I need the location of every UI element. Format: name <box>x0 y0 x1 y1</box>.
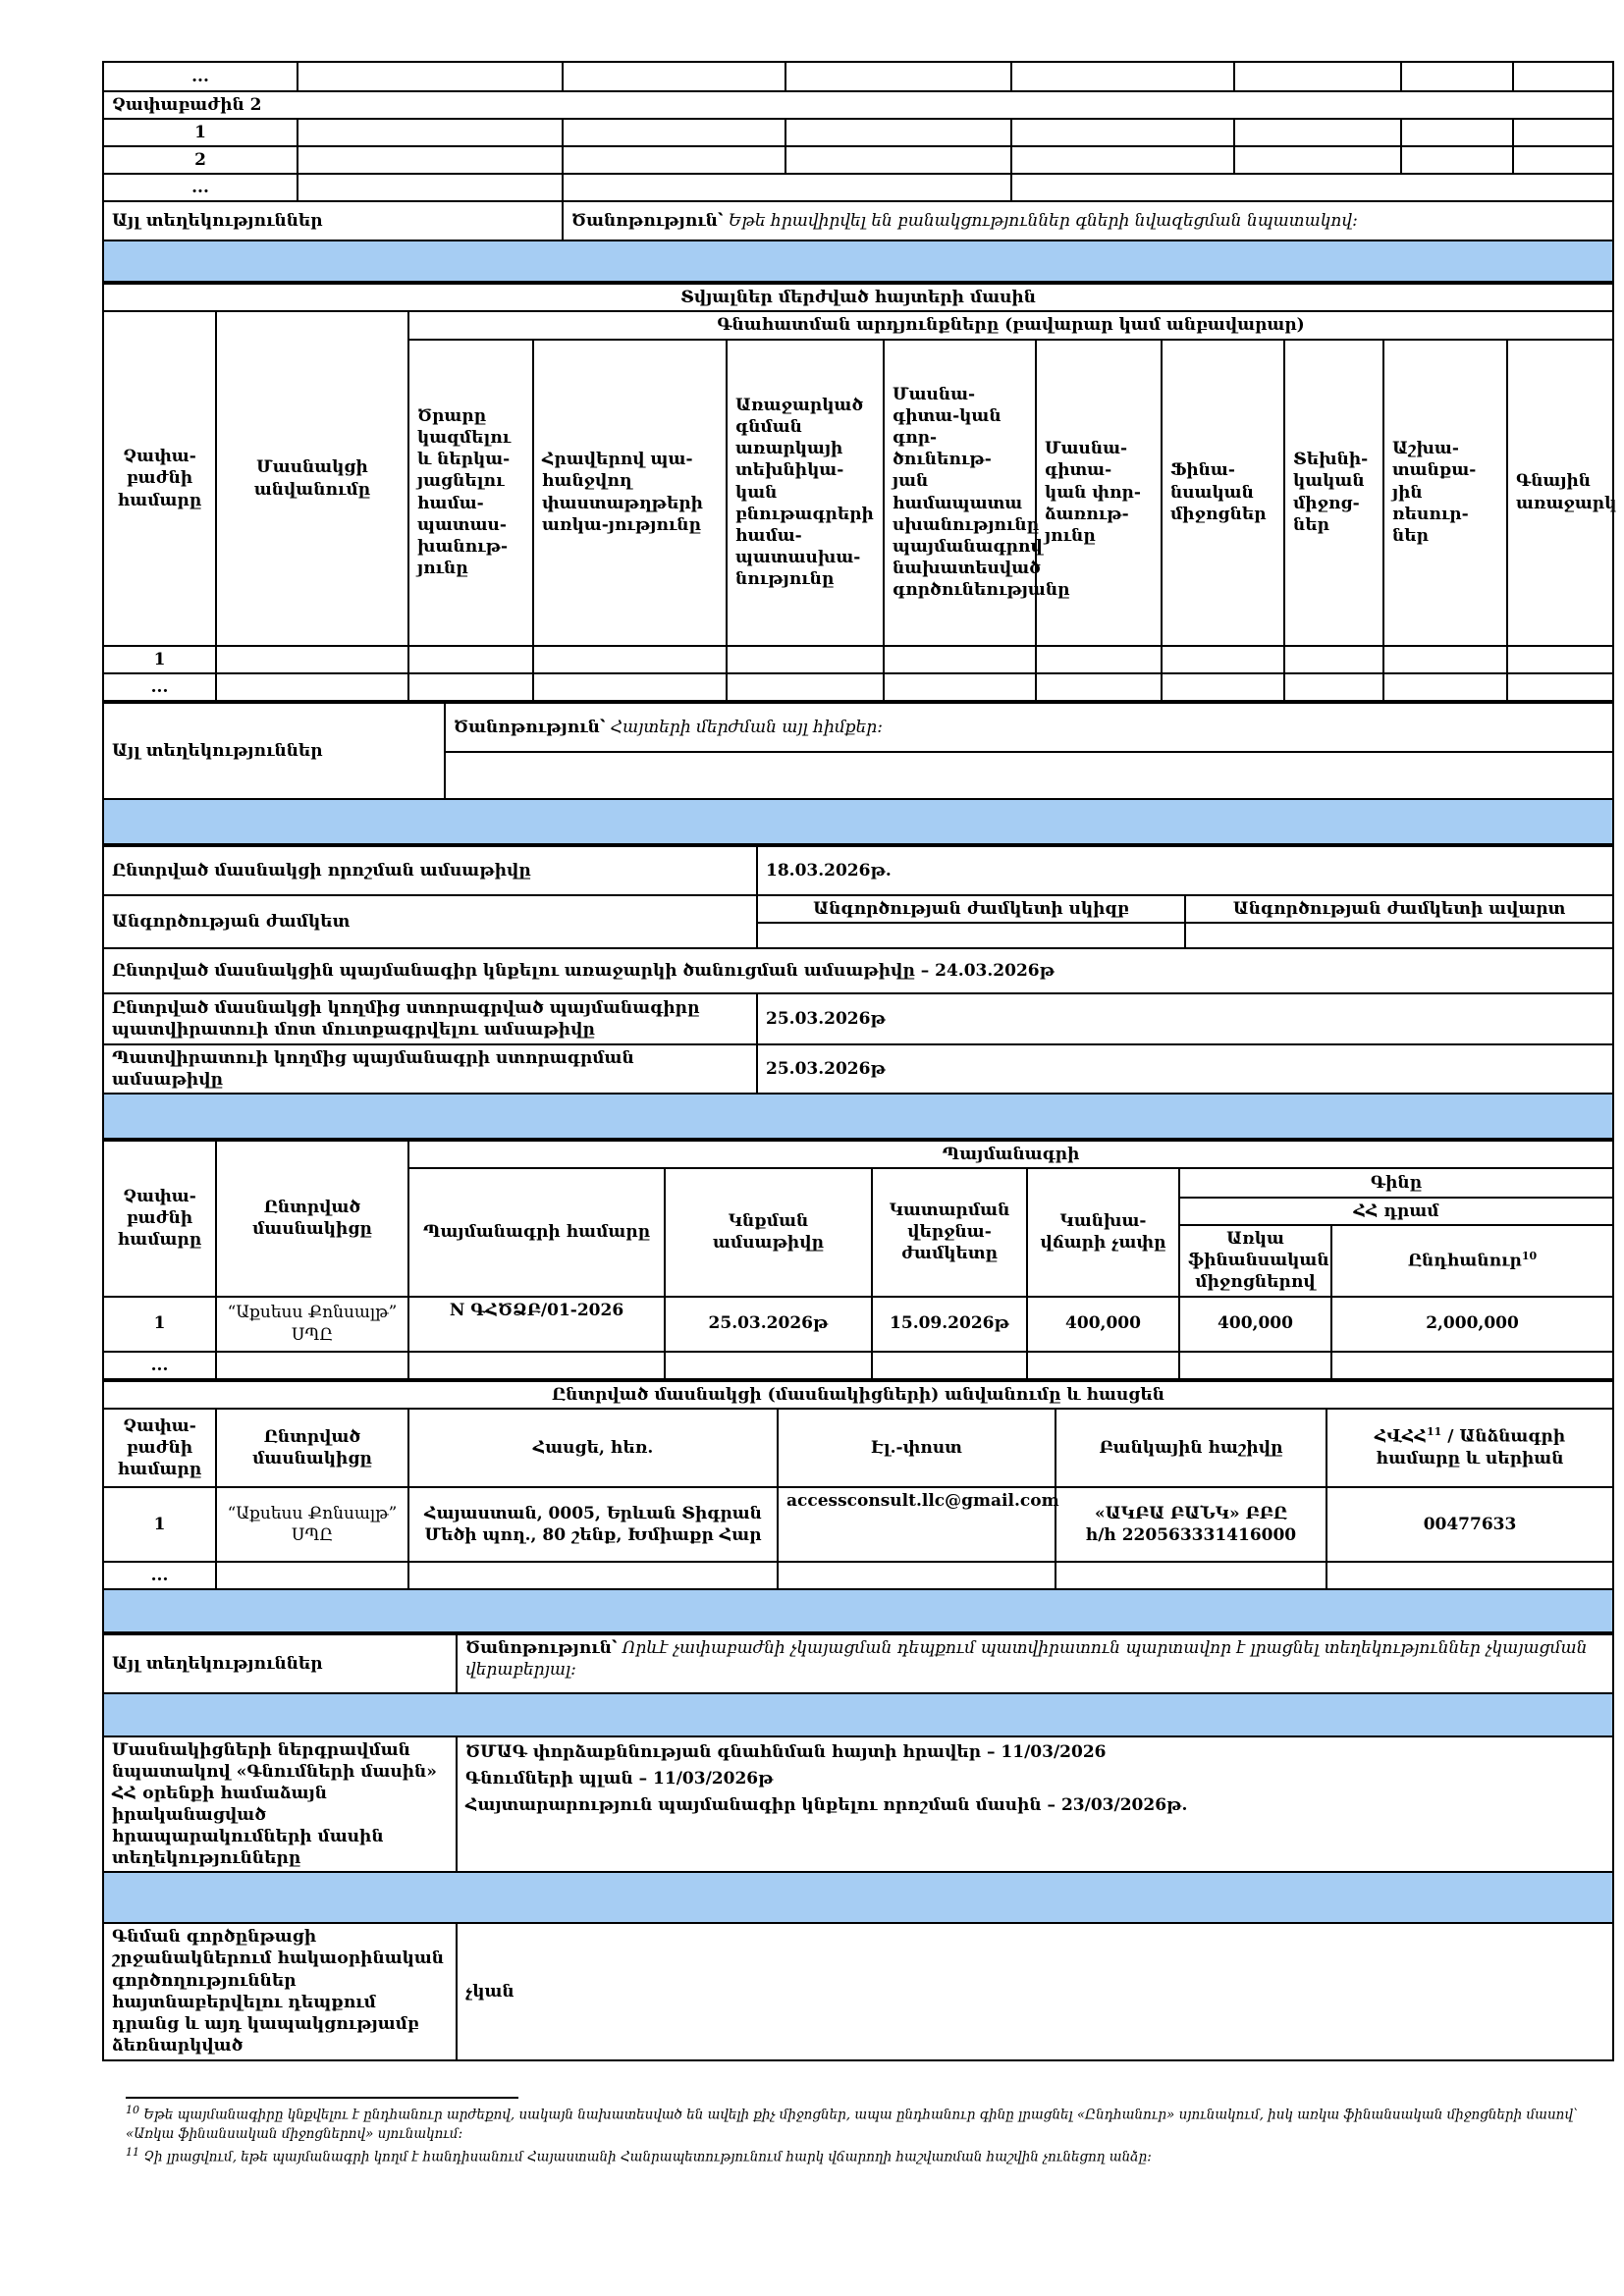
table-row <box>103 1352 1613 1379</box>
contract-deadline: 15.09.2026թ <box>872 1297 1027 1352</box>
footnote-text: Եթե պայմանագիրը կնքվելու է ընդհանուր արժեքով, սակայն նախատեսված են ավելի քիչ միջոցներ, ապա ընդհանուր գինը լրացնել «Ընդհանուր» սյունակում, իսկ առկա ֆինանսական միջոցների մասով՝ «Առկա ֆինանսական միջոցներով» սյունակում: <box>126 2107 1578 2143</box>
dots-cell: ... <box>103 1562 216 1589</box>
footnote-11 <box>126 2145 1608 2167</box>
participant-address-table <box>102 1380 1614 1633</box>
table-row <box>103 1044 1613 1094</box>
rejected-title: Տվյալներ մերժված հայտերի մասին <box>103 284 1613 311</box>
table-row <box>103 646 1613 673</box>
criterion-professional-activity: Մասնա-գիտա-կան գոր-ծունեութ-յան համապատա սխանությունը պայմանագրով նախատեսված գործունեությանը <box>884 340 1036 646</box>
involvement-line: ԾՄԱԳ փորձաքննության գնահնման հայտի հրավեր – 11/03/2026 <box>465 1741 1107 1762</box>
separator-band <box>103 1693 1613 1736</box>
contract-participant: “Աքսեսս Քոնսալթ” ՍՊԸ <box>216 1297 408 1352</box>
separator-band <box>103 1094 1613 1139</box>
tax-id: 00477633 <box>1326 1487 1613 1562</box>
col-total <box>1331 1225 1613 1296</box>
col-deadline: Կատարման վերջնա-ժամկետը <box>872 1168 1027 1296</box>
amd-header: ՀՀ դրամ <box>1179 1198 1613 1225</box>
bank-cell <box>1056 1487 1326 1562</box>
rejected-other-info <box>102 702 1614 845</box>
address-participant: “Աքսեսս Քոնսալթ” ՍՊԸ <box>216 1487 408 1562</box>
contract-header: Պայմանագրի <box>408 1141 1613 1168</box>
dots-cell: ... <box>103 174 298 201</box>
table-row <box>103 1562 1613 1589</box>
customer-signed-label: Պատվիրատուի կողմից պայմանագրի ստորագրման ամսաթիվը <box>103 1044 757 1094</box>
other-info-label: Այլ տեղեկություններ <box>103 1634 457 1693</box>
violations-label: Գնման գործընթացի շրջանակներում հակաօրինական գործողություններ հայտնաբերվելու դեպքում դրանց և այդ կապակցությամբ ձեռնարկված <box>103 1923 457 2060</box>
participant-signed-label: Ընտրված մասնակցի կողմից ստորագրված պայմանագիրը պատվիրատուի մոտ մուտքագրվելու ամսաթիվը <box>103 993 757 1044</box>
standstill-start-label: Անգործության ժամկետի սկիզբ <box>757 895 1185 923</box>
table-row <box>103 284 1613 311</box>
criterion-technical: Տեխնի-կական միջոց-ներ <box>1284 340 1383 646</box>
table-row <box>103 62 1613 91</box>
involvement-label: Մասնակիցների ներգրավման նպատակով «Գնումների մասին» ՀՀ օրենքի համաձայն իրականացված հրապարակումների մասին տեղեկությունները <box>103 1736 457 1873</box>
criterion-technical-specs: Առաջարկած գնման առարկայի տեխնիկա-կան բնութագրերի համա-պատասխա-նությունը <box>727 340 884 646</box>
table-row <box>103 1487 1613 1562</box>
involvement-line: Գնումների պլան – 11/03/2026թ <box>465 1768 774 1789</box>
contract-table <box>102 1140 1614 1380</box>
criterion-envelope: Ծրարը կազմելու և ներկա-յացնելու համա-պատաս-խանութ-յունը <box>408 340 533 646</box>
criteria-header: Գնահատման արդյունքները (բավարար կամ անբավարար) <box>408 311 1613 339</box>
separator-band <box>103 799 1613 844</box>
separator-band <box>103 240 1613 282</box>
footnote-ref: 11 <box>1426 1425 1442 1439</box>
table-row <box>103 1634 1613 1693</box>
table-row <box>103 1381 1613 1409</box>
address-title: Ընտրված մասնակցի (մասնակիցների) անվանումը և հասցեն <box>103 1381 1613 1409</box>
contract-number: N ԳՀԾՁԲ/01-2026 <box>408 1297 665 1352</box>
decision-date-value: 18.03.2026թ. <box>757 846 1613 895</box>
criterion-experience: Մասնա-գիտա-կան փոր-ձառութ-յունը <box>1036 340 1162 646</box>
customer-signed-value: 25.03.2026թ <box>757 1044 1613 1094</box>
table-row <box>103 1736 1613 1873</box>
col-selected: Ընտրված մասնակիցը <box>216 1141 408 1296</box>
separator-band <box>103 1872 1613 1923</box>
contract-total: 2,000,000 <box>1331 1297 1613 1352</box>
table-row <box>103 1297 1613 1352</box>
involvement-line: Հայտարարություն պայմանագիր կնքելու որոշման մասին – 23/03/2026թ. <box>465 1795 1188 1816</box>
bank-account: h/h 220563331416000 <box>1085 1524 1297 1545</box>
criterion-labour: Աշխա-տանքա-յին ռեսուր-ներ <box>1383 340 1507 646</box>
footnotes <box>126 2103 1608 2167</box>
footnote-10 <box>126 2103 1608 2145</box>
col-sign-date: Կնքման ամսաթիվը <box>665 1168 872 1296</box>
footnote-text: Չի լրացվում, եթե պայմանագրի կողմ է հանդիսանում Հայաստանի Հանրապետությունում հարկ վճարողի հաշվառման հաշվին չունեցող անձը: <box>143 2149 1152 2165</box>
standstill-label: Անգործության ժամկետ <box>103 895 757 948</box>
footnote-number: 10 <box>126 2104 139 2116</box>
col-prepay: Կանխա-վճարի չափը <box>1027 1168 1179 1296</box>
table-row <box>103 1141 1613 1168</box>
table-row <box>103 311 1613 339</box>
standstill-end-label: Անգործության ժամկետի ավարտ <box>1185 895 1613 923</box>
row-number: 2 <box>103 146 298 174</box>
footnote-ref: 10 <box>1521 1249 1538 1262</box>
table-row <box>103 703 1613 752</box>
note-cell <box>457 1634 1613 1693</box>
other-info-label: Այլ տեղեկություններ <box>103 201 563 240</box>
col-tax-label: ՀՎՀՀ <box>1374 1426 1427 1447</box>
note-label: Ծանոթություն՝ <box>454 717 606 737</box>
contract-date: 25.03.2026թ <box>665 1297 872 1352</box>
dots-cell: ... <box>103 62 298 91</box>
decision-date-label: Ընտրված մասնակցի որոշման ամսաթիվը <box>103 846 757 895</box>
table-row <box>103 993 1613 1044</box>
col-lot: Չափա-բաժնի համարը <box>103 1141 216 1296</box>
col-available-funds: Առկա ֆինանսական միջոցներով <box>1179 1225 1331 1296</box>
col-address: Հասցե, հեռ. <box>408 1409 778 1487</box>
contract-prepay: 400,000 <box>1027 1297 1179 1352</box>
note-text: Եթե հրավիրվել են բանակցություններ գների նվազեցման նպատակով: <box>728 211 1358 232</box>
involvement-value <box>457 1736 1613 1873</box>
address-lot: 1 <box>103 1487 216 1562</box>
note-cell <box>445 703 1613 752</box>
contract-available: 400,000 <box>1179 1297 1331 1352</box>
other-info-label: Այլ տեղեկություններ <box>103 703 445 799</box>
document-page <box>102 61 1617 2061</box>
participant-signed-value: 25.03.2026թ <box>757 993 1613 1044</box>
table-row <box>103 673 1613 701</box>
footnote-divider <box>126 2097 518 2099</box>
row-number: 1 <box>103 119 298 146</box>
table-row <box>103 948 1613 993</box>
table-row <box>103 146 1613 174</box>
col-contract-number: Պայմանագրի համարը <box>408 1168 665 1296</box>
criterion-price: Գնային առաջարկ <box>1507 340 1613 646</box>
address-value: Հայաստան, 0005, Երևան Տիգրան Մեծի պող., 80 շենք, Խմիաքր Հար <box>408 1487 778 1562</box>
bottom-info-table <box>102 1633 1614 2062</box>
dates-table <box>102 845 1614 1140</box>
row-number: 1 <box>103 646 216 673</box>
col-bank: Բանկային հաշիվը <box>1056 1409 1326 1487</box>
rejected-bids-table <box>102 283 1617 701</box>
criterion-documents: Հրավերով պա-հանջվող փաստաթղթերի առկա-յությունը <box>533 340 727 646</box>
bank-name: «ԱԿԲԱ ԲԱՆԿ» ԲԲԸ <box>1095 1503 1287 1523</box>
col-tax-label-rest: / Անձնագրի համարը և սերիան <box>1376 1426 1566 1469</box>
footnote-number: 11 <box>126 2145 139 2159</box>
table-row <box>103 174 1613 201</box>
table-row <box>103 895 1613 923</box>
email-value[interactable]: accessconsult.llc@gmail.com <box>778 1487 1056 1562</box>
lot2-label: Չափաբաժին 2 <box>103 91 1613 119</box>
table-row <box>103 119 1613 146</box>
col-lot: Չափա-բաժնի համարը <box>103 1409 216 1487</box>
notice-date: Ընտրված մասնակցին պայմանագիր կնքելու առաջարկի ծանուցման ամսաթիվը – 24.03.2026թ <box>103 948 1613 993</box>
note-text: Հայտերի մերժման այլ հիմքեր: <box>610 717 883 737</box>
col-lot: Չափա-բաժնի համարը <box>103 311 216 645</box>
dots-cell: ... <box>103 1352 216 1379</box>
col-participant: Մասնակցի անվանումը <box>216 311 408 645</box>
criterion-financial: Ֆինա-նսական միջոցներ <box>1162 340 1284 646</box>
note-label: Ծանոթություն՝ <box>465 1637 618 1658</box>
note-cell <box>563 201 1613 240</box>
note-label: Ծանոթություն՝ <box>571 211 724 232</box>
col-email: Էլ.-փոստ <box>778 1409 1056 1487</box>
table-row <box>103 846 1613 895</box>
price-header: Գինը <box>1179 1168 1613 1198</box>
contract-lot: 1 <box>103 1297 216 1352</box>
violations-value: չկան <box>457 1923 1613 2060</box>
dots-cell: ... <box>103 673 216 701</box>
col-selected: Ընտրված մասնակիցը <box>216 1409 408 1487</box>
table-row <box>103 201 1613 240</box>
col-total-label: Ընդհանուր <box>1407 1251 1522 1271</box>
table-row <box>103 1923 1613 2060</box>
col-tax <box>1326 1409 1613 1487</box>
note-text: Որևէ չափաբաժնի չկայացման դեպքում պատվիրատուն պարտավոր է լրացնել տեղեկություններ չկայացման վերաբերյալ: <box>465 1637 1588 1680</box>
table-row <box>103 1409 1613 1487</box>
lots-table <box>102 61 1614 283</box>
separator-band <box>103 1589 1613 1632</box>
table-row <box>103 91 1613 119</box>
